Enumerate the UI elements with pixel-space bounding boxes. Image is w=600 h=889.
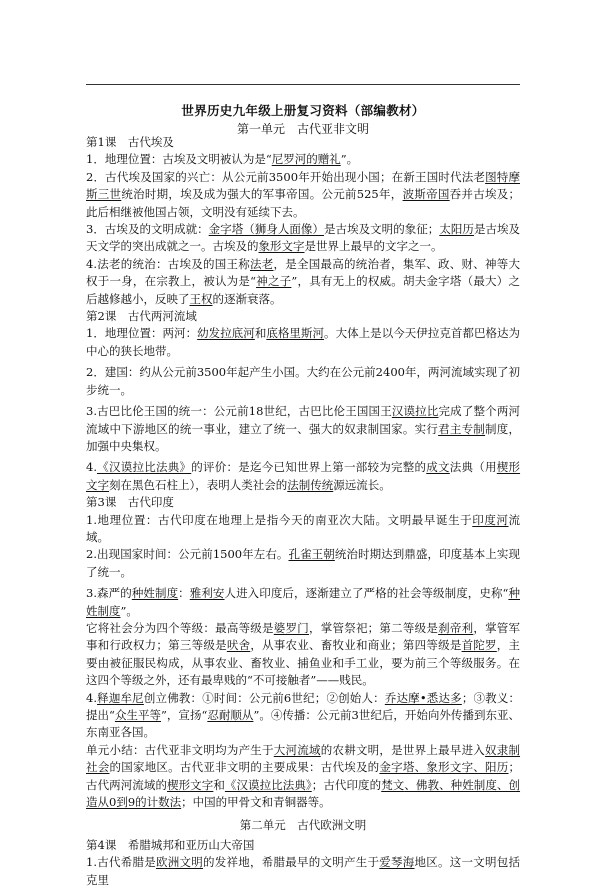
underlined-term: 梵文 [381, 777, 405, 792]
lesson-2-point-2: 2．建国：约从公元前3500年起产生小国。大约在公元前2400年，两河流域实现了初步统一。 [86, 365, 520, 397]
underlined-term: 尼罗河的赠礼 [271, 152, 341, 167]
underlined-term: 太阳历 [439, 222, 474, 237]
underlined-term: 楔形文字 [167, 777, 214, 792]
underlined-term: 乔达摩•悉达多 [384, 690, 462, 705]
underlined-term: 楔形文字 [86, 460, 521, 492]
underlined-term: 释迦牟尼 [96, 690, 144, 705]
lesson-3-heading: 第3课 古代印度 [86, 495, 174, 510]
underlined-term: 首陀罗 [461, 638, 497, 653]
underlined-term: 神之子 [256, 274, 292, 289]
lesson-3-point-1: 1.地理位置：古代印度在地理上是指今天的南亚次大陆。文明最早诞生于印度河流域。 [86, 512, 521, 544]
underlined-term: 种姓制度 [131, 586, 179, 601]
underlined-term: 大河流域 [273, 742, 321, 757]
underlined-term: 图特摩斯三世 [86, 169, 520, 202]
lesson-3-point-4: 4.释迦牟尼创立佛教：①时间：公元前6世纪；②创始人：乔达摩•悉达多；③教义：提出“众生平等”，宣扬“忍耐顺从”。④传播：公元前3世纪后，开始向外传播到东亚、东南亚各国。 [86, 690, 521, 740]
underlined-term: 金字塔、象形文字、阳历 [379, 760, 509, 775]
underlined-term: 王权 [189, 291, 213, 306]
unit-1-summary: 单元小结：古代亚非文明均为产生于大河流域的农耕文明，是世界上最早进入奴隶制社会的国家地区。古代亚非文明的主要成果：古代埃及的金字塔、象形文字、阳历；古代两河流域的楔形文字和《汉谟拉比法典》；古代印度的梵文、佛教、种姓制度、创造从0到9的计数法；中国的甲骨文和青铜器等。 [86, 742, 521, 810]
underlined-term: 《汉谟拉比法典》 [224, 777, 312, 792]
underlined-term: 爱琴海 [379, 855, 415, 870]
lesson-2-point-4: 4.《汉谟拉比法典》的评价：是迄今已知世界上第一部较为完整的成文法典（用楔形文字刻在黑色石柱上），表明人类社会的法制传统源远流长。 [86, 460, 521, 492]
unit-1-heading: 第一单元 古代亚非文明 [236, 122, 369, 136]
lesson-1-point-1: 1．地理位置：古埃及文明被认为是“尼罗河的赠礼”。 [86, 152, 359, 167]
lesson-3-point-3: 3.森严的种姓制度：雅利安人进入印度后，逐渐建立了严格的社会等级制度，史称“种姓制度”。 [86, 586, 521, 618]
underlined-term: 成文 [426, 460, 450, 475]
underlined-term: 法制传统 [287, 477, 334, 492]
lesson-1-point-3: 3．古埃及的文明成就：金字塔（狮身人面像）是古埃及文明的象征；太阳历是古埃及天文学的突出成就之一。古埃及的象形文字是世界上最早的文字之一。 [86, 222, 521, 254]
underlined-term: 《汉谟拉比法典》 [96, 460, 192, 475]
underlined-term: 奴隶制社会 [86, 742, 521, 775]
unit-2-heading: 第二单元 古代欧洲文明 [239, 818, 367, 833]
underlined-term: 印度河 [472, 512, 509, 527]
lesson-4-point-1: 1.古代希腊是欧洲文明的发祥地，希腊最早的文明产生于爱琴海地区。这一文明包括克里 [86, 855, 521, 887]
lesson-1-point-2: 2．古代埃及国家的兴亡：从公元前3500年开始出现小国；在新王国时代法老图特摩斯三世统治时期，埃及成为强大的军事帝国。公元前525年，波斯帝国吞并古埃及；此后相继被他国占领，文明没有延续下去。 [86, 169, 521, 219]
underlined-term: 吠舍 [226, 638, 251, 653]
underlined-term: 种姓制度 [86, 586, 521, 618]
underlined-term: 象形文字 [258, 239, 305, 254]
document-title: 世界历史九年级上册复习资料（部编教材） [181, 103, 425, 118]
lesson-4-heading: 第4课 希腊城邦和亚历山大帝国 [86, 837, 255, 852]
underlined-term: 底格里斯河 [266, 326, 325, 341]
underlined-term: 、佛教、种姓制度、创造从0到9的计数法 [86, 777, 521, 810]
header-rule [86, 84, 520, 85]
underlined-term: 金字塔（狮身人面像） [208, 222, 324, 237]
underlined-term: 欧洲文明 [155, 855, 203, 870]
lesson-2-heading: 第2课 古代两河流域 [86, 309, 197, 324]
document-body [86, 134, 520, 889]
underlined-term: 众生平等 [114, 708, 162, 722]
lesson-2-point-3: 3.古巴比伦王国的统一：公元前18世纪，古巴比伦王国国王汉谟拉比完成了整个两河流域中下游地区的统一事业，建立了统一、强大的奴隶制国家。实行君主专制制度，加强中央集权。 [86, 404, 521, 453]
lesson-3-point-2: 2.出现国家时间：公元前1500年左右。孔雀王朝统治时期达到鼎盛，印度基本上实现了统一。 [86, 547, 521, 579]
lesson-1-heading: 第1课 古代埃及 [86, 135, 174, 149]
underlined-term: 孔雀王朝 [288, 547, 335, 562]
underlined-term: 波斯帝国 [402, 187, 450, 202]
underlined-term: 君主专制 [438, 421, 486, 436]
underlined-term: 婆罗门 [273, 620, 309, 635]
underlined-term: 雅利安 [189, 586, 225, 601]
lesson-3-caste-levels: 它将社会分为四个等级：最高等级是婆罗门，掌管祭祀；第二等级是刹帝利，掌管军事和行政权力；第三等级是吠舍，从事农业、畜牧业和商业；第四等级是首陀罗，主要由被征服民构成，从事农业、畜牧业、捕鱼业和手工业，要为前三个等级服务。在这四个等级之外，还有最卑贱的“不可接触者”——贱民。 [86, 620, 521, 688]
underlined-term: 忍耐顺从 [207, 708, 254, 722]
underlined-term: 法老 [249, 256, 274, 271]
underlined-term: 刹帝利 [438, 620, 474, 635]
underlined-term: 汉谟拉比 [391, 404, 439, 419]
underlined-term: 幼发拉底河 [197, 326, 255, 341]
lesson-2-point-1: 1．地理位置：两河：幼发拉底河和底格里斯河。大体上是以今天伊拉克首都巴格达为中心的狭长地带。 [86, 326, 521, 358]
lesson-1-point-4: 4.法老的统治：古埃及的国王称法老，是全国最高的统治者，集军、政、财、神等大权于一身，在宗教上，被认为是“神之子”，具有无上的权威。胡夫金字塔（最大）之后越修越小，反映了王权的逐渐衰落。 [86, 256, 521, 306]
